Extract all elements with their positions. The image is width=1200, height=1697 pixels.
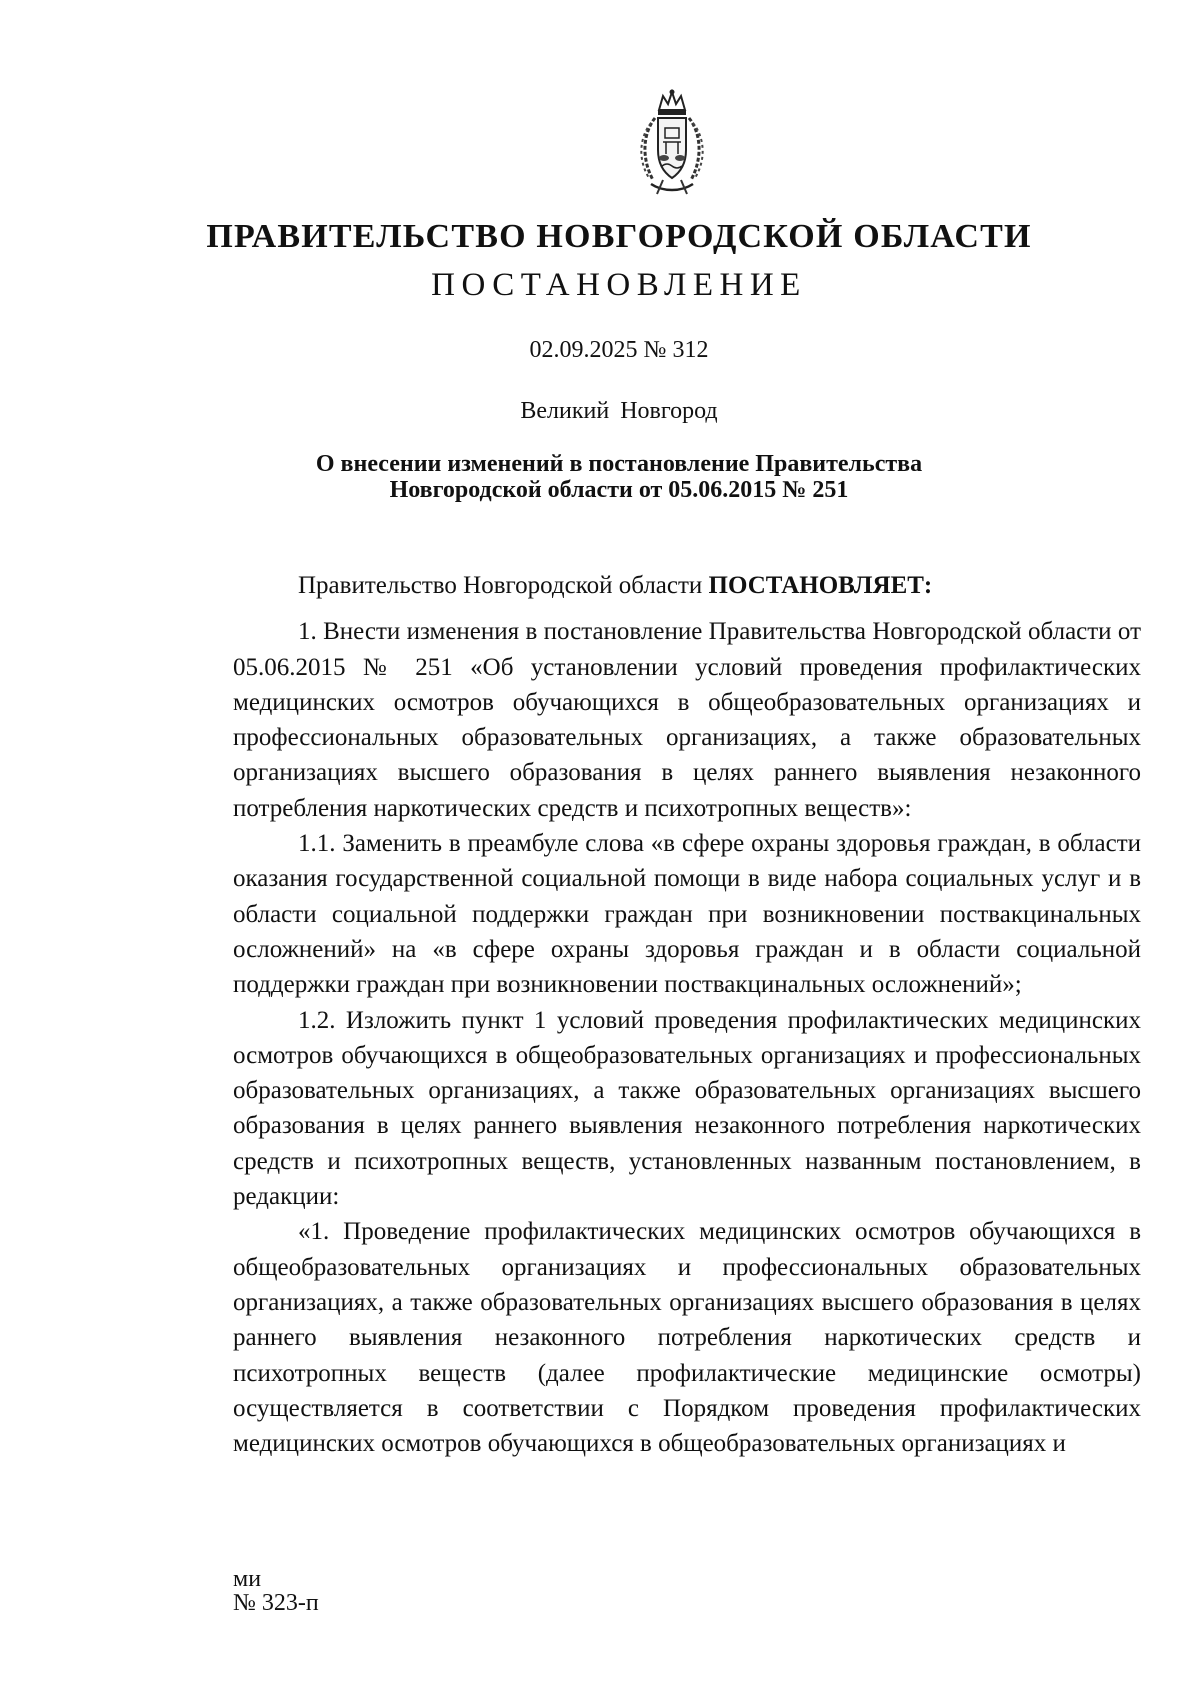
document-body xyxy=(233,568,1141,1461)
body-paragraph: «1. Проведение профилактических медицинских осмотров обучающихся в общеобразовательных организациях и профессиональных образовательных организациях, а также образовательных организациях высшего образования в целях раннего выявления незаконного потребления наркотических средств и психотропных веществ (далее профилактические медицинские осмотры) осуществляется в соответствии с Порядком проведения профилактических медицинских осмотров обучающихся в общеобразовательных организациях и xyxy=(233,1218,1141,1458)
footer-code: № 323-п xyxy=(233,1590,319,1616)
document-subject-line: Новгородской области от 05.06.2015 № 251 xyxy=(389,477,849,503)
body-paragraph: 1. Внести изменения в постановление Правительства Новгородской области от 05.06.2015 № 251 «Об установлении условий проведения профилактических медицинских осмотров обучающихся в общеобразовательных организациях и профессиональных образовательных организациях, а также образовательных организациях высшего образования в целях раннего выявления незаконного потребления наркотических средств и психотропных веществ»: xyxy=(233,618,1141,822)
document-type: ПОСТАНОВЛЕНИЕ xyxy=(431,267,807,303)
document-date-number: 02.09.2025 № 312 xyxy=(529,337,709,363)
footer-reference xyxy=(233,1567,319,1615)
document-city: Великий Новгород xyxy=(520,398,718,424)
novgorod-coat-of-arms-icon xyxy=(633,88,711,198)
document-subject-line: О внесении изменений в постановление Правительства xyxy=(315,451,923,477)
body-paragraph: 1.2. Изложить пункт 1 условий проведения профилактических медицинских осмотров обучающихся в общеобразовательных организациях и профессиональных образовательных организациях, а также образовательных организациях высшего образования в целях раннего выявления незаконного потребления наркотических средств и психотропных веществ, установленных названным постановлением, в редакции: xyxy=(233,1006,1141,1211)
document-subject xyxy=(0,451,1200,503)
footer-initials: ми xyxy=(233,1566,262,1592)
resolution-intro xyxy=(233,568,1141,603)
body-paragraph: 1.1. Заменить в преамбуле слова «в сфере охраны здоровья граждан, в области оказания государственной социальной помощи в виде набора социальных услуг и в области социальной поддержки граждан при возникновении поствакцинальных осложнений» на «в сфере охраны здоровья граждан и в области социальной поддержки граждан при возникновении поствакцинальных осложнений»; xyxy=(233,830,1141,999)
resolution-intro-text: Правительство Новгородской области xyxy=(298,572,709,599)
resolution-keyword: ПОСТАНОВЛЯЕТ: xyxy=(708,572,933,599)
organization-title: ПРАВИТЕЛЬСТВО НОВГОРОДСКОЙ ОБЛАСТИ xyxy=(206,218,1032,255)
